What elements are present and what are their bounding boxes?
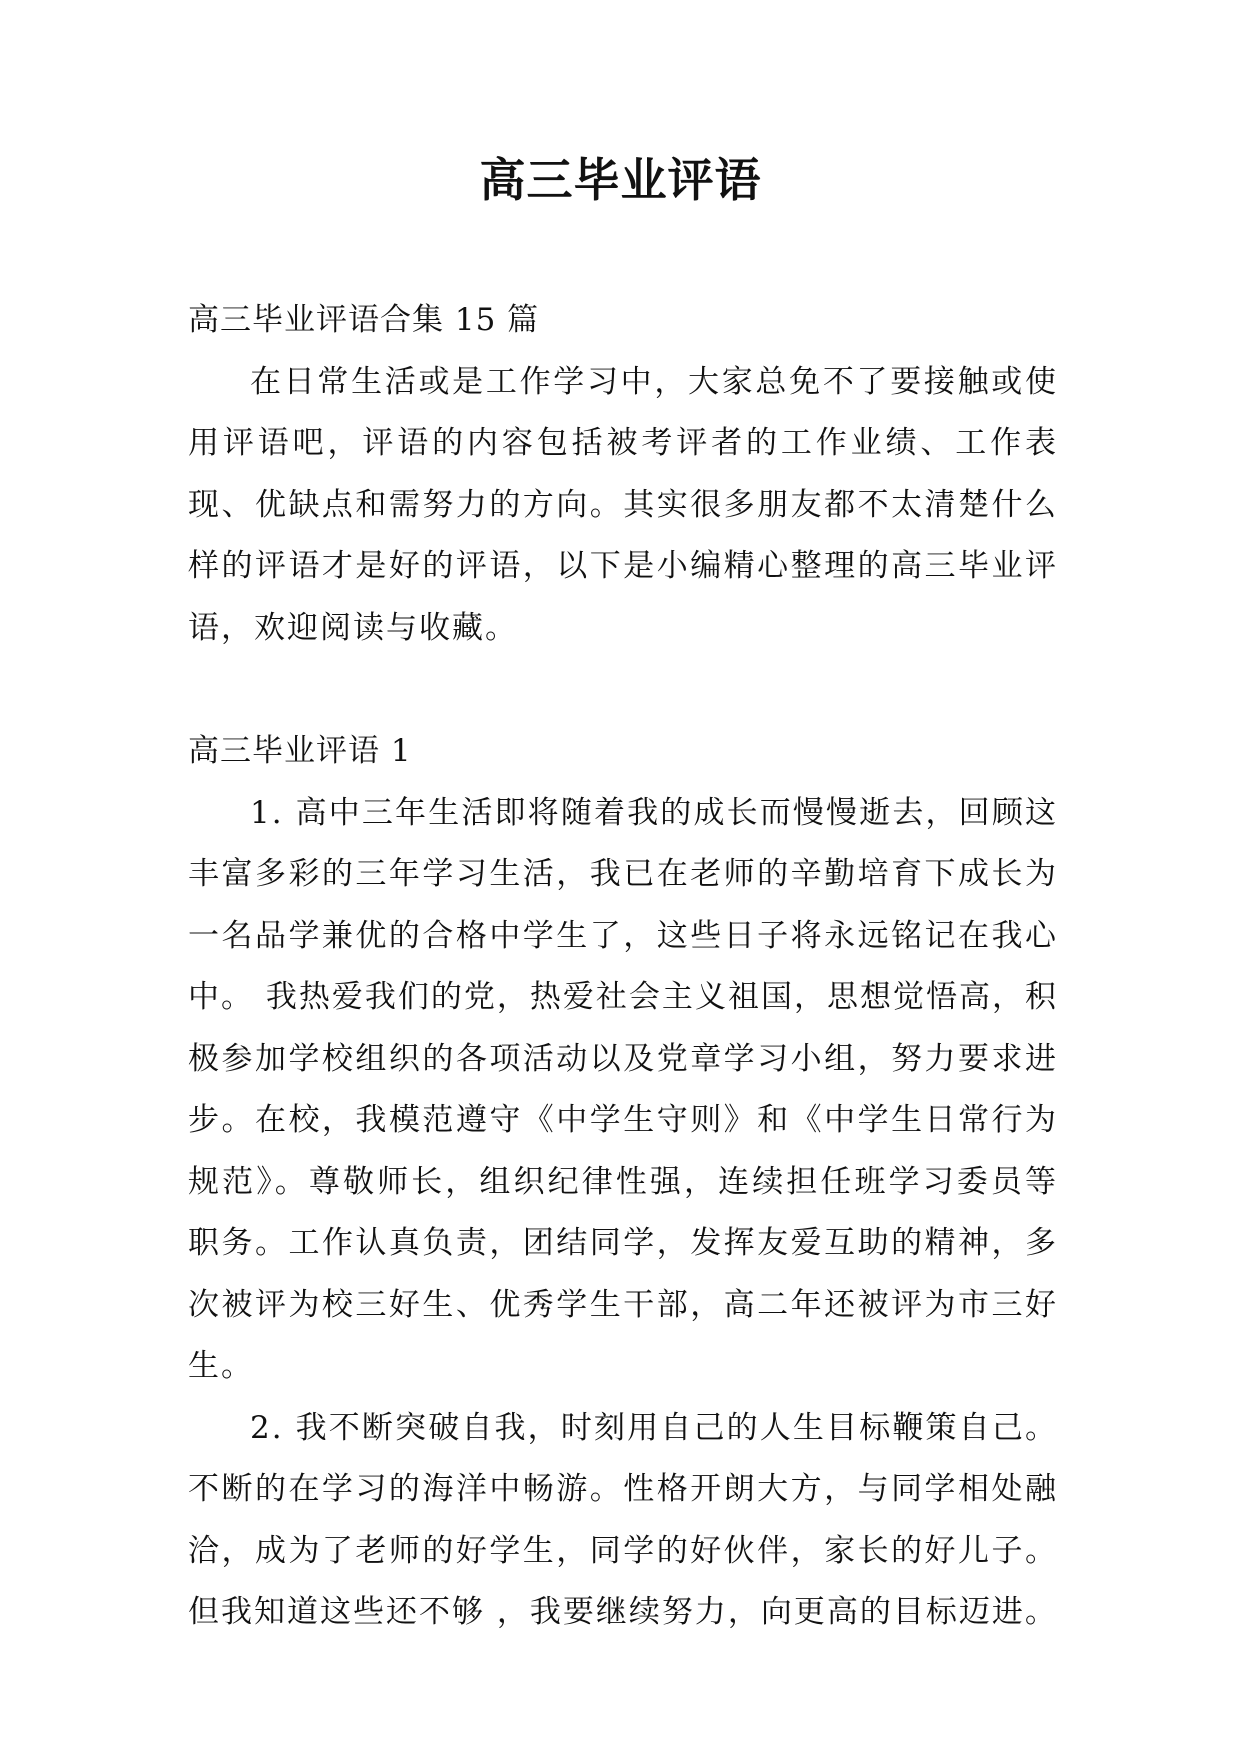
document-title: 高三毕业评语 [479, 153, 762, 207]
item-paragraph-2: 2. 我不断突破自我，时刻用自己的人生目标鞭策自己。不断的在学习的海洋中畅游。性格开朗大方，与同学相处融洽，成为了老师的好学生，同学的好伙伴，家长的好儿子。但我知道这些还不够 ，我要继续努力，向更高的目标迈进。 [188, 1409, 1058, 1630]
section-gap [188, 659, 1058, 721]
collection-heading: 高三毕业评语合集 15 篇 [188, 302, 540, 338]
item-paragraph-1: 1. 高中三年生活即将随着我的成长而慢慢逝去，回顾这丰富多彩的三年学习生活，我已在老师的辛勤培育下成长为一名品学兼优的合格中学生了，这些日子将永远铭记在我心中。 我热爱我们的党，热爱社会主义祖国，思想觉悟高，积极参加学校组织的各项活动以及党章学习小组，努力要求进步。在校，我模范遵守《中学生守则》和《中学生日常行为规范》。尊敬师长，组织纪律性强，连续担任班学习委员等职务。工作认真负责，团结同学，发挥友爱互助的精神，多次被评为校三好生、优秀学生干部，高二年还被评为市三好生。 [188, 794, 1058, 1384]
document-body [188, 290, 1058, 1644]
intro-paragraph: 在日常生活或是工作学习中，大家总免不了要接触或使用评语吧，评语的内容包括被考评者的工作业绩、工作表现、优缺点和需努力的方向。其实很多朋友都不太清楚什么样的评语才是好的评语，以下是小编精心整理的高三毕业评语，欢迎阅读与收藏。 [188, 363, 1058, 646]
section-heading: 高三毕业评语 1 [188, 733, 412, 769]
